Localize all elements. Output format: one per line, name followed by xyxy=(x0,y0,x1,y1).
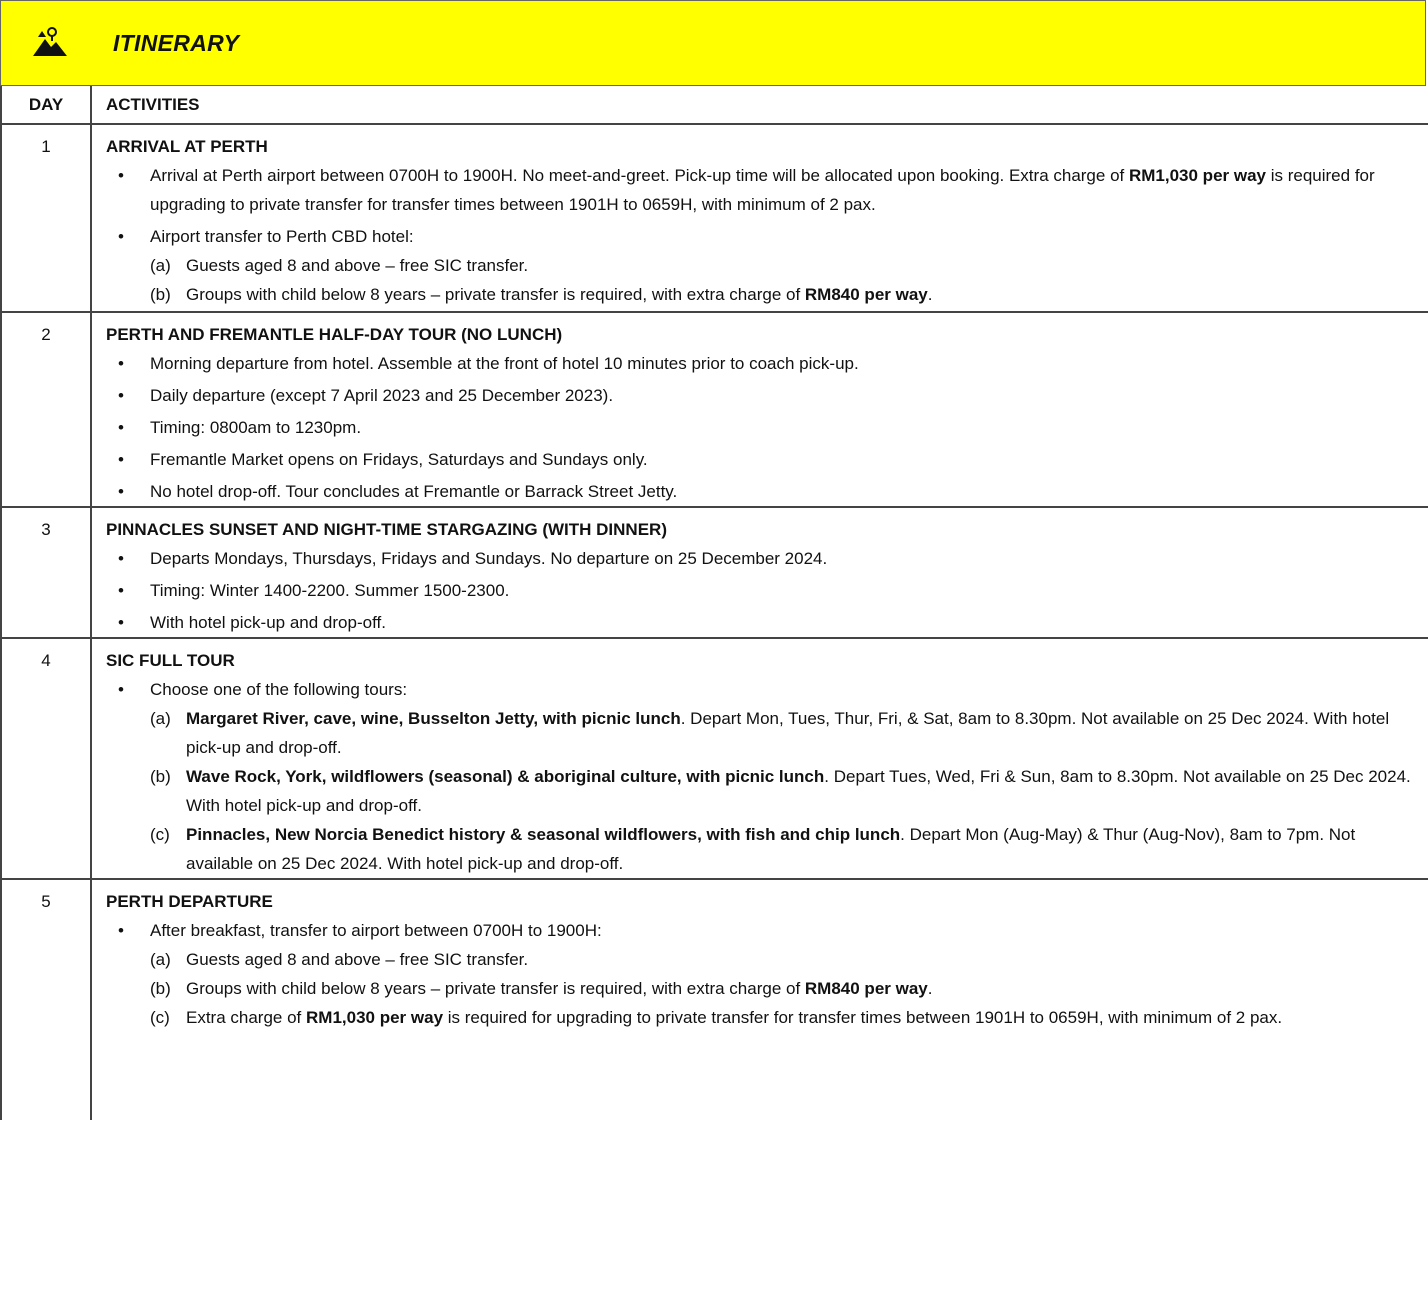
list-item: • Timing: 0800am to 1230pm. xyxy=(118,418,362,437)
sub-item: (c) Extra charge of RM1,030 per way is required for upgrading to private transfer for transfer times between 1901H to 0659H, with minimum of 2 pax. xyxy=(150,1008,1283,1027)
day-row xyxy=(1,507,1428,638)
day-row xyxy=(1,312,1428,507)
list-item: • With hotel pick-up and drop-off. xyxy=(118,613,386,632)
list-item: • Daily departure (except 7 April 2023 and 25 December 2023). xyxy=(118,386,614,405)
activity-title: PERTH AND FREMANTLE HALF-DAY TOUR (NO LUNCH) xyxy=(106,325,563,344)
list-item: • Departs Mondays, Thursdays, Fridays and Sundays. No departure on 25 December 2024. xyxy=(118,549,828,568)
sub-item: (b) Groups with child below 8 years – private transfer is required, with extra charge of RM840 per way. xyxy=(150,979,933,998)
sub-item: (c) Pinnacles, New Norcia Benedict history & seasonal wildflowers, with fish and chip lunch. Depart Mon (Aug-May) & Thur (Aug-Nov), 8am to 7pm. Not available on 25 Dec 2024. With hotel pick-up and drop-off. xyxy=(150,825,1356,873)
table-header-row xyxy=(1,86,1428,124)
day-row xyxy=(1,638,1428,879)
activity-title: ARRIVAL AT PERTH xyxy=(106,137,268,156)
day-number: 3 xyxy=(41,520,51,539)
day-number: 4 xyxy=(41,651,51,670)
list-item: • Timing: Winter 1400-2200. Summer 1500-2300. xyxy=(118,581,510,600)
list-item: • Airport transfer to Perth CBD hotel: xyxy=(118,227,414,246)
activities-column-header: ACTIVITIES xyxy=(91,86,1428,124)
list-item: • Morning departure from hotel. Assemble at the front of hotel 10 minutes prior to coach pick-up. xyxy=(118,354,859,373)
mountain-pin-icon xyxy=(32,27,68,57)
sub-item: (a) Guests aged 8 and above – free SIC transfer. xyxy=(150,950,529,969)
activity-title: PINNACLES SUNSET AND NIGHT-TIME STARGAZING (WITH DINNER) xyxy=(106,520,667,539)
activity-title: PERTH DEPARTURE xyxy=(106,892,273,911)
list-item: • After breakfast, transfer to airport between 0700H to 1900H: xyxy=(118,921,602,940)
page-title: ITINERARY xyxy=(113,30,240,56)
day-row xyxy=(1,879,1428,1120)
itinerary-header xyxy=(0,0,1426,86)
day-row xyxy=(1,124,1428,312)
sub-item: (a) Margaret River, cave, wine, Busselton Jetty, with picnic lunch. Depart Mon, Tues, Thur, Fri, & Sat, 8am to 8.30pm. Not available on 25 Dec 2024. With hotel pick-up and drop-off. xyxy=(150,709,1390,757)
day-number: 5 xyxy=(41,892,51,911)
itinerary-table xyxy=(0,86,1428,1120)
day-number: 2 xyxy=(41,325,51,344)
list-item: • Arrival at Perth airport between 0700H to 1900H. No meet-and-greet. Pick-up time will be allocated upon booking. Extra charge of RM1,030 per way is required for upgrading to private transfer for transfer times between 1901H to 0659H, with minimum of 2 pax. xyxy=(118,166,1375,214)
list-item: • Choose one of the following tours: xyxy=(118,680,408,699)
day-column-header: DAY xyxy=(1,86,91,124)
list-item: • Fremantle Market opens on Fridays, Saturdays and Sundays only. xyxy=(118,450,648,469)
list-item: • No hotel drop-off. Tour concludes at Fremantle or Barrack Street Jetty. xyxy=(118,482,678,501)
sub-item: (b) Groups with child below 8 years – private transfer is required, with extra charge of RM840 per way. xyxy=(150,285,933,304)
sub-item: (a) Guests aged 8 and above – free SIC transfer. xyxy=(150,256,529,275)
day-number: 1 xyxy=(41,137,51,156)
activity-title: SIC FULL TOUR xyxy=(106,651,235,670)
sub-item: (b) Wave Rock, York, wildflowers (seasonal) & aboriginal culture, with picnic lunch. Depart Tues, Wed, Fri & Sun, 8am to 8.30pm. Not available on 25 Dec 2024. With hotel pick-up and drop-off. xyxy=(150,767,1411,815)
